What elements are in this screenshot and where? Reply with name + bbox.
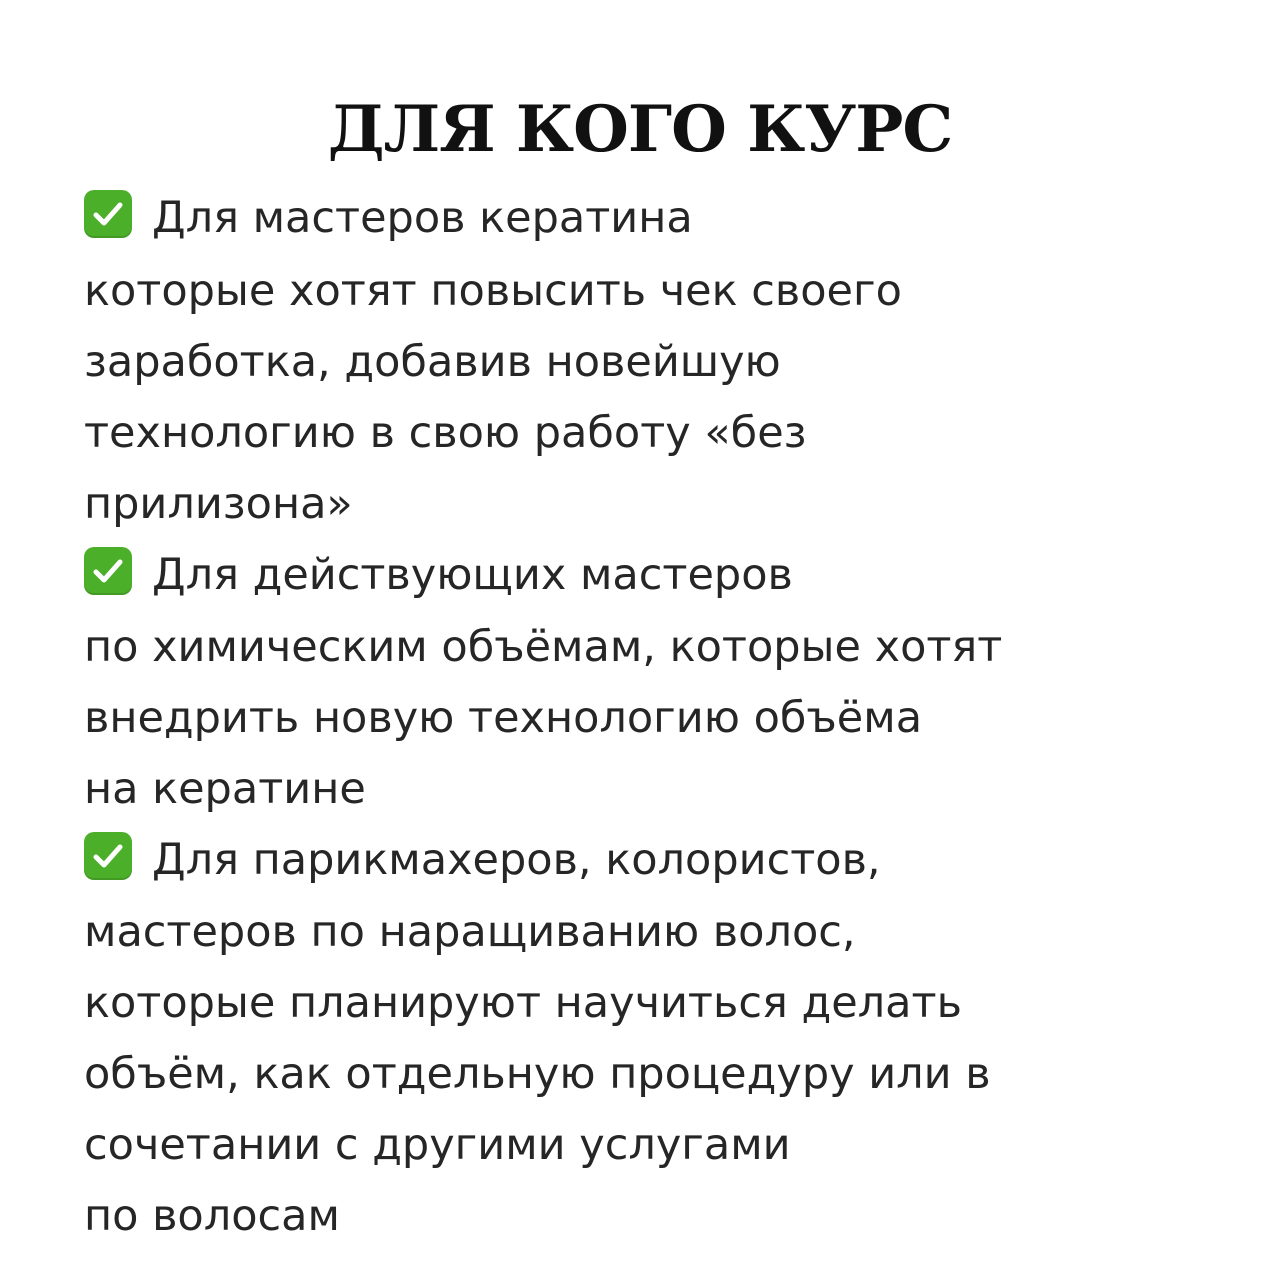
list-item-2-line-1 — [84, 545, 793, 605]
list-item-1-line-2: которые хотят повысить чек своего — [84, 266, 902, 316]
list-item-text: Для мастеров кератина — [152, 193, 693, 243]
list-item-2-line-3: внедрить новую технологию объёма — [84, 693, 923, 743]
check-mark-icon — [84, 547, 132, 595]
list-item-3-line-1 — [84, 830, 881, 890]
page-title: ДЛЯ КОГО КУРС — [327, 92, 953, 167]
list-item-2-line-2: по химическим объёмам, которые хотят — [84, 622, 1003, 672]
check-mark-icon — [84, 832, 132, 880]
list-item-3-line-5: сочетании с другими услугами — [84, 1120, 791, 1170]
list-item-text: Для действующих мастеров — [152, 550, 793, 600]
list-item-1-line-4: технологию в свою работу «без — [84, 408, 807, 458]
list-item-1-line-3: заработка, добавив новейшую — [84, 337, 781, 387]
list-item-2-line-4: на кератине — [84, 764, 366, 814]
list-item-3-line-2: мастеров по наращиванию волос, — [84, 907, 856, 957]
check-mark-icon — [84, 190, 132, 238]
list-item-text: Для парикмахеров, колористов, — [152, 835, 881, 885]
list-item-3-line-3: которые планируют научиться делать — [84, 978, 962, 1028]
list-item-3-line-6: по волосам — [84, 1191, 340, 1241]
list-item-1-line-5: прилизона» — [84, 479, 353, 529]
list-item-1-line-1 — [84, 188, 693, 248]
list-item-3-line-4: объём, как отдельную процедуру или в — [84, 1049, 991, 1099]
